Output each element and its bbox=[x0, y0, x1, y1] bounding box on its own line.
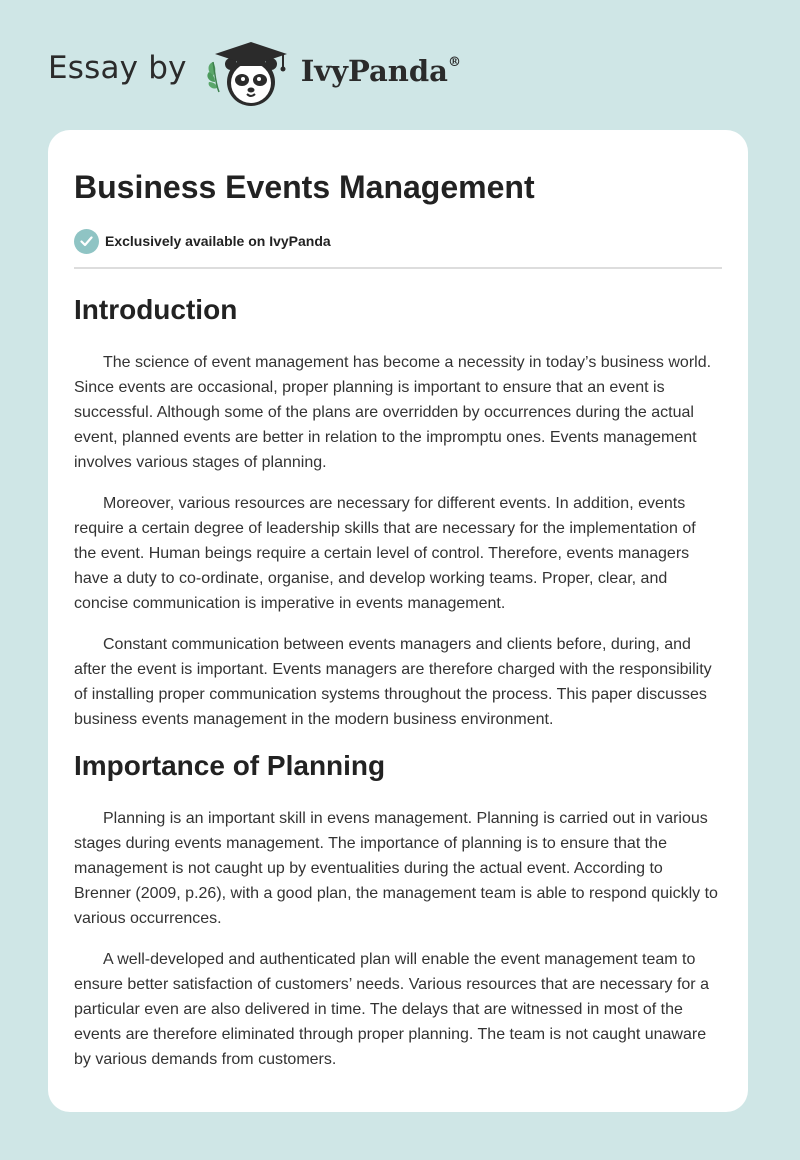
trademark-symbol: ® bbox=[447, 55, 461, 71]
brand-name[interactable] bbox=[301, 54, 461, 88]
site-header bbox=[48, 36, 461, 108]
section-heading: Introduction bbox=[74, 294, 238, 325]
paragraph: Moreover, various resources are necessary for different events. In addition, events require a certain degree of leadership skills that are necessary for the implementation of the event. Human beings require a certain level of control. Therefore, events managers have a duty to co-ordinate, organise, and develop working teams. Proper, clear, and concise communication is imperative in events management. bbox=[74, 495, 696, 612]
brand-text: IvyPanda bbox=[300, 54, 448, 88]
essay-card bbox=[48, 130, 748, 1112]
exclusive-label: Exclusively available on IvyPanda bbox=[105, 233, 331, 249]
divider bbox=[74, 267, 722, 269]
panda-logo-icon[interactable] bbox=[203, 36, 295, 108]
check-icon bbox=[74, 229, 99, 254]
leaf-icon bbox=[207, 62, 219, 92]
section-heading: Importance of Planning bbox=[74, 750, 386, 781]
paragraph: The science of event management has become a necessity in today’s business world. Since events are occasional, proper planning is important to ensure that an event is successful. Although some of the plans are overridden by occurrences during the actual event, planned events are better in relation to the impromptu ones. Events management involves various stages of planning. bbox=[74, 354, 712, 471]
essay-by-label: Essay by bbox=[48, 50, 187, 86]
section-introduction bbox=[74, 293, 722, 732]
paragraph: A well-developed and authenticated plan will enable the event management team to ensure better satisfaction of customers’ needs. Various resources that are necessary for a particular even are also delivered in time. The delays that are witnessed in most of the events are therefore eliminated through proper planning. The team is not caught unaware by various demands from customers. bbox=[74, 951, 709, 1068]
page-title: Business Events Management bbox=[74, 169, 535, 205]
exclusive-badge bbox=[74, 228, 722, 254]
paragraph: Planning is an important skill in evens management. Planning is carried out in various stages during events management. The importance of planning is to ensure that the management is not caught up by eventualities during the actual event. According to Brenner (2009, p.26), with a good plan, the management team is able to respond quickly to various occurrences. bbox=[74, 810, 718, 927]
section-importance-of-planning bbox=[74, 749, 722, 1072]
paragraph: Constant communication between events managers and clients before, during, and after the event is important. Events managers are therefore charged with the responsibility of installing proper communication systems throughout the process. This paper discusses business events management in the modern business environment. bbox=[74, 636, 712, 728]
